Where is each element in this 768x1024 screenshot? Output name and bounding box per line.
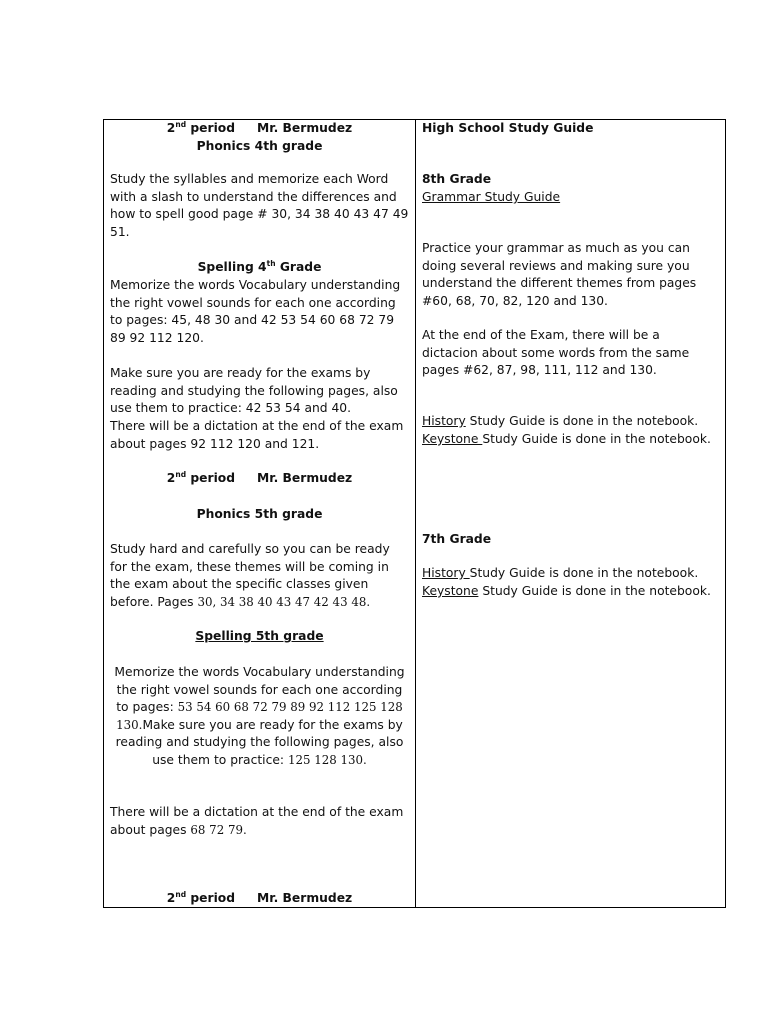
period-number: 2 — [166, 891, 176, 905]
dictation-5-body — [110, 804, 409, 839]
keystone-text: Study Guide is done in the notebook. — [482, 432, 711, 446]
spelling-5-practice-pages: 125 128 130. — [287, 752, 367, 767]
spelling-4-title-grade: Grade — [275, 260, 322, 274]
period-word: period — [186, 121, 236, 135]
grade-8-keystone-line — [422, 431, 719, 449]
dictation-4-body: There will be a dictation at the end of the exam about pages 92 112 120 and 121. — [110, 419, 404, 451]
grade-7-history-line — [422, 565, 719, 583]
teacher-name: Mr. Bermudez — [257, 121, 353, 135]
phonics-4-title: Phonics 4th grade — [196, 139, 323, 153]
high-school-title: High School Study Guide — [422, 121, 594, 135]
period-number: 2 — [166, 471, 176, 485]
keystone-link: Keystone — [422, 584, 479, 598]
right-column — [416, 120, 725, 907]
exam-4-body: Make sure you are ready for the exams by reading and studying the following pages, also use them to practice: 42 53 54 and 40. — [110, 366, 398, 415]
spelling-4-title-sup: th — [266, 258, 276, 268]
phonics-5-title: Phonics 5th grade — [196, 507, 323, 521]
grade-7-title: 7th Grade — [422, 532, 492, 546]
spelling-5-body — [110, 664, 409, 769]
left-column — [104, 120, 415, 907]
spelling-5-title: Spelling 5th grade — [195, 629, 324, 643]
grade-8-title: 8th Grade — [422, 172, 492, 186]
grammar-study-guide-link: Grammar Study Guide — [422, 190, 561, 204]
keystone-link: Keystone — [422, 432, 483, 446]
teacher-name: Mr. Bermudez — [257, 891, 353, 905]
spelling-4-body: Memorize the words Vocabulary understanding the right vowel sounds for each one according to pages: 45, 48 30 and 42 53 54 60 68 72 79 89 92 112 120. — [110, 278, 401, 345]
grammar-body: Practice your grammar as much as you can doing several reviews and making sure you understand the different themes from pages #60, 68, 70, 82, 120 and 130. — [422, 241, 697, 308]
spelling-4-title — [110, 259, 409, 277]
history-text: Study Guide is done in the notebook. — [465, 414, 699, 428]
period-word: period — [186, 891, 236, 905]
phonics-4-body: Study the syllables and memorize each Word with a slash to understand the differences and how to spell good page # 30, 34 38 40 43 47 49 51. — [110, 172, 409, 239]
period-word: period — [186, 471, 236, 485]
grade-7-keystone-line — [422, 583, 719, 601]
phonics-5-pages: 30, 34 38 40 43 47 42 43 48. — [197, 594, 371, 609]
spelling-4-title-text: Spelling 4 — [197, 260, 267, 274]
history-link: History — [422, 414, 466, 428]
teacher-name: Mr. Bermudez — [257, 471, 353, 485]
dictation-5-text: There will be a dictation at the end of the exam about pages — [110, 805, 404, 837]
history-link: History — [422, 566, 470, 580]
study-guide-table — [103, 119, 726, 908]
period-suffix: nd — [175, 469, 187, 479]
period-number: 2 — [166, 121, 176, 135]
period-suffix: nd — [175, 119, 187, 129]
keystone-text: Study Guide is done in the notebook. — [478, 584, 711, 598]
dictation-5-pages: 68 72 79. — [190, 822, 247, 837]
phonics-5-body — [110, 541, 409, 611]
phonics-5-text: Study hard and carefully so you can be ready for the exam, these themes will be coming in the exam about the specific classes given before. Pages — [110, 542, 390, 609]
period-header-3 — [110, 890, 409, 908]
period-header-2 — [110, 470, 409, 488]
spelling-5-practice-text: Make sure you are ready for the exams by reading and studying the following pages, also use them to practice: — [115, 717, 404, 767]
period-suffix: nd — [175, 889, 187, 899]
grade-8-history-line — [422, 413, 719, 431]
period-header-1 — [110, 120, 409, 138]
spelling-5-pages: 53 54 60 68 72 79 89 92 112 125 128 130. — [116, 700, 403, 732]
exam-dictation-body: At the end of the Exam, there will be a dictacion about some words from the same pages #62, 87, 98, 111, 112 and 130. — [422, 328, 690, 377]
history-text: Study Guide is done in the notebook. — [469, 566, 699, 580]
spelling-5-text: Memorize the words Vocabulary understanding the right vowel sounds for each one according to pages: — [114, 665, 405, 714]
